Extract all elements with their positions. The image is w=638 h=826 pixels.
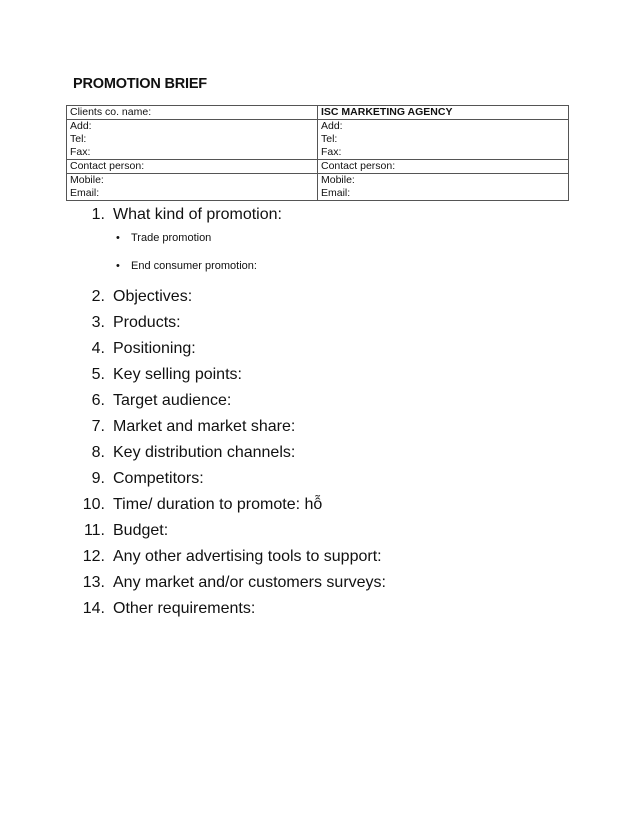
client-add-label: Add: (70, 120, 92, 132)
client-contact-cell (67, 160, 318, 174)
client-agency-table (66, 105, 569, 201)
bullet-icon: • (116, 260, 120, 272)
agency-mobile-email-cell (318, 174, 569, 201)
question-number: 3. (91, 314, 105, 331)
agency-contact-label: Contact person: (321, 160, 396, 172)
question-number: 6. (91, 392, 105, 409)
promotion-type-text: End consumer promotion: (131, 260, 257, 272)
agency-name-cell (318, 106, 569, 120)
question-number: 2. (91, 288, 105, 305)
question-text: Target audience: (113, 392, 232, 409)
question-text: Other requirements: (113, 600, 256, 617)
client-mobile-label: Mobile: (70, 174, 104, 186)
client-email-label: Email: (70, 187, 100, 199)
client-mobile-email-cell (67, 174, 318, 201)
question-number: 9. (91, 470, 105, 487)
agency-add-label: Add: (321, 120, 343, 132)
question-text: What kind of promotion: (113, 206, 282, 223)
bullet-icon: • (116, 232, 120, 244)
client-contact-label: Contact person: (70, 160, 145, 172)
agency-address-cell (318, 120, 569, 160)
question-text: Budget: (113, 522, 169, 539)
client-tel-label: Tel: (70, 133, 87, 145)
question-number: 10. (82, 496, 105, 513)
agency-fax-label: Fax: (321, 146, 342, 158)
question-text: Any other advertising tools to support: (113, 548, 382, 565)
question-number: 8. (91, 444, 105, 461)
question-text: Competitors: (113, 470, 204, 487)
question-number: 5. (91, 366, 105, 383)
agency-name: ISC MARKETING AGENCY (321, 106, 453, 118)
question-number: 1. (91, 206, 105, 223)
question-text: Key selling points: (113, 366, 242, 383)
question-text: Any market and/or customers surveys: (113, 574, 386, 591)
question-number: 12. (82, 548, 105, 565)
agency-contact-cell (318, 160, 569, 174)
agency-tel-label: Tel: (321, 133, 338, 145)
table-row (67, 174, 569, 201)
client-name-label: Clients co. name: (70, 106, 152, 118)
question-number: 13. (82, 574, 105, 591)
agency-email-label: Email: (321, 187, 351, 199)
question-text: Time/ duration to promote: hỗ (113, 496, 323, 513)
question-text: Objectives: (113, 288, 193, 305)
client-address-cell (67, 120, 318, 160)
page-title: PROMOTION BRIEF (73, 76, 207, 92)
agency-mobile-label: Mobile: (321, 174, 355, 186)
client-name-cell (67, 106, 318, 120)
table-row (67, 120, 569, 160)
promotion-type-text: Trade promotion (131, 232, 212, 244)
table-row (67, 160, 569, 174)
question-number: 4. (91, 340, 105, 357)
question-number: 7. (91, 418, 105, 435)
question-text: Positioning: (113, 340, 196, 357)
question-text: Products: (113, 314, 181, 331)
client-fax-label: Fax: (70, 146, 91, 158)
table-row (67, 106, 569, 120)
question-number: 11. (83, 522, 105, 539)
question-number: 14. (82, 600, 105, 617)
question-text: Market and market share: (113, 418, 296, 435)
question-text: Key distribution channels: (113, 444, 296, 461)
